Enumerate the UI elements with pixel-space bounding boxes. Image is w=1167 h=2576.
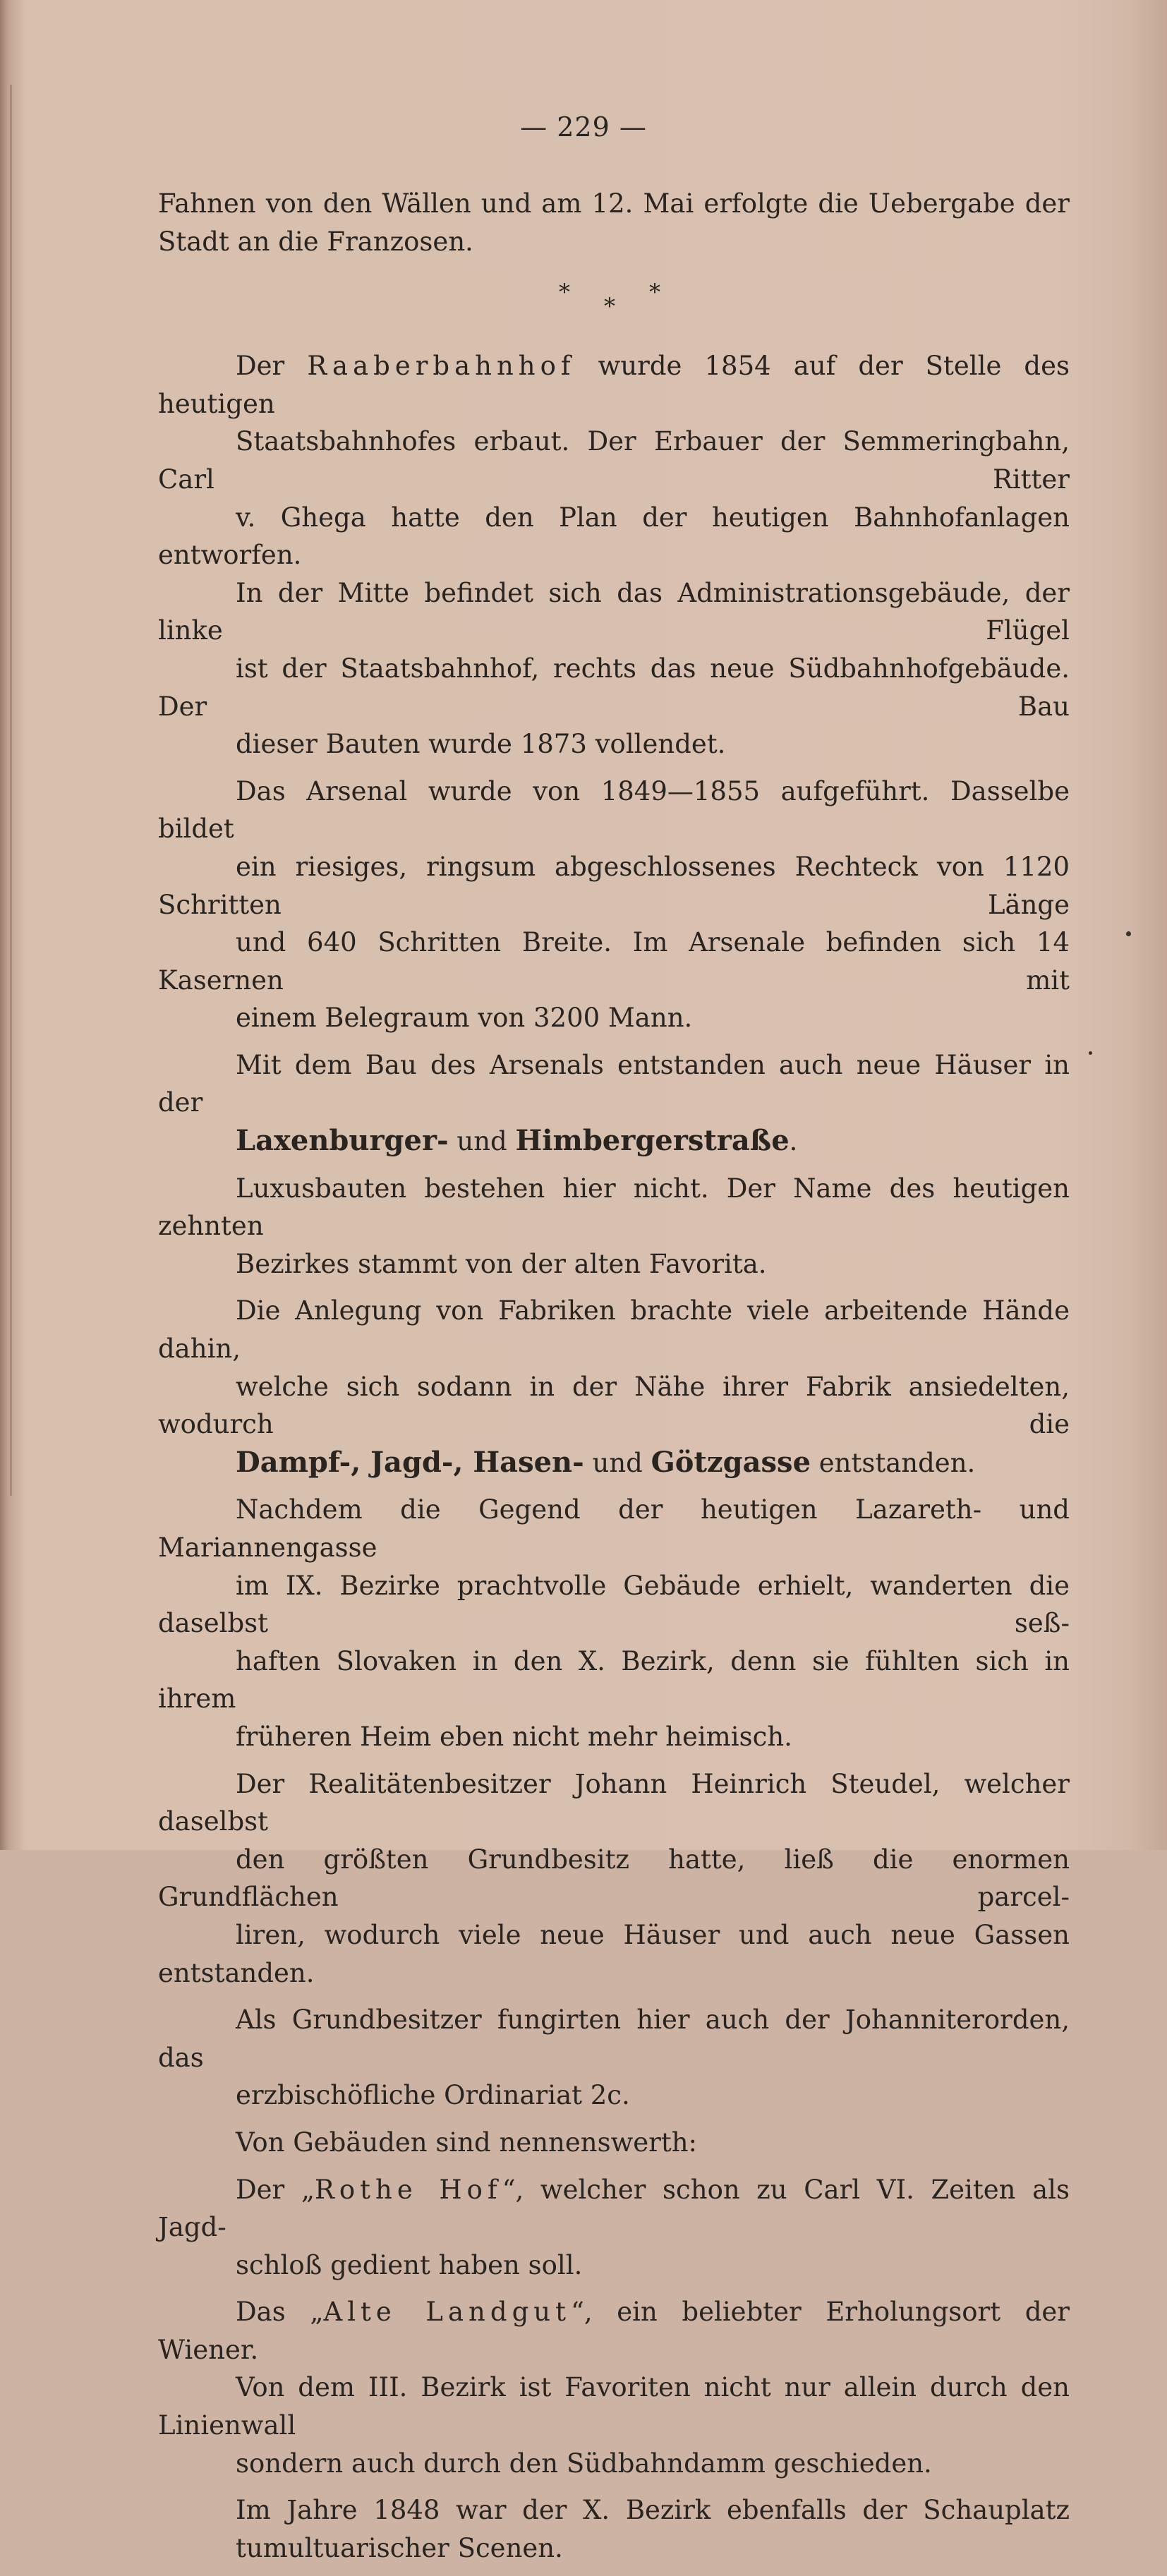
book-spine	[0, 0, 23, 1850]
emphasized-term: Rothe Hof	[315, 2174, 502, 2205]
text-run: und	[584, 1447, 651, 1478]
text-line: den größten Grundbesitz hatte, ließ die enormen Grundflächen parcel-	[158, 1844, 1070, 1913]
text-run: “, welcher schon zu Carl VI. Zeiten als Jagd-	[158, 2174, 1070, 2243]
text-run: Der „	[236, 2174, 315, 2205]
street-name: Dampf-, Jagd-, Hasen-	[236, 1445, 584, 1479]
text-run: entstanden.	[811, 1447, 976, 1478]
text-line: liren, wodurch viele neue Häuser und auch neue Gassen entstanden.	[158, 1919, 1070, 1988]
text-run: “, ein beliebter Erholungsort der Wiener.	[158, 2297, 1070, 2365]
ink-speck	[1126, 931, 1131, 936]
paragraph-1	[158, 185, 1070, 260]
text-run: Der	[236, 351, 308, 382]
text-line: im IX. Bezirke prachtvolle Gebäude erhielt, wanderten die daselbst seß-	[158, 1570, 1070, 1639]
paragraph-3	[158, 773, 1070, 1037]
street-name: Himbergerstraße	[515, 1124, 790, 1158]
paragraph-10	[158, 2124, 1070, 2162]
text-line: Luxusbauten bestehen hier nicht. Der Name des heutigen zehnten	[158, 1173, 1070, 1242]
text-line: Stadt an die Franzosen.	[158, 226, 473, 257]
text-line: Im Jahre 1848 war der X. Bezirk ebenfalls der Schauplatz	[236, 2495, 1070, 2526]
emphasized-term: Raaberbahnhof	[307, 351, 576, 382]
text-line	[158, 2293, 1070, 2369]
text-line: Der Realitätenbesitzer Johann Heinrich Steudel, welcher daselbst	[158, 1768, 1070, 1837]
text-run: .	[789, 1126, 798, 1157]
separator-star: *	[649, 279, 660, 306]
text-line: Von Gebäuden sind nennenswerth:	[236, 2127, 698, 2158]
text-line: Als Grundbesitzer fungirten hier auch der Johanniterorden, das	[158, 2004, 1070, 2073]
paragraph-11	[158, 2171, 1070, 2285]
ink-speck	[1089, 1051, 1092, 1055]
text-line: Mit dem Bau des Arsenals entstanden auch neue Häuser in der	[158, 1049, 1070, 1118]
text-line: Bezirkes stammt von der alten Favorita.	[236, 1248, 767, 1279]
page-text	[158, 185, 1070, 2576]
text-line: tumultuarischer Scenen.	[236, 2532, 563, 2563]
paragraph-6	[158, 1292, 1070, 1482]
text-line: sondern auch durch den Südbahndamm geschieden.	[236, 2448, 932, 2479]
paragraph-2	[158, 347, 1070, 763]
text-line: Das Arsenal wurde von 1849—1855 aufgeführt. Dasselbe bildet	[158, 775, 1070, 845]
separator-star: *	[559, 279, 570, 306]
spine-edge-line	[10, 85, 12, 1496]
separator-star: *	[604, 293, 615, 320]
street-name: Götzgasse	[651, 1445, 811, 1479]
page-number: — 229 —	[520, 111, 647, 143]
text-line: einem Belegraum von 3200 Mann.	[236, 1003, 693, 1034]
text-line	[158, 347, 1070, 423]
text-line: Die Anlegung von Fabriken brachte viele arbeitende Hände dahin,	[158, 1295, 1070, 1365]
section-separator	[158, 270, 1070, 347]
paragraph-4	[158, 1046, 1070, 1161]
text-line: dieser Bauten wurde 1873 vollendet.	[236, 729, 726, 760]
paragraph-9	[158, 2001, 1070, 2115]
text-line: welche sich sodann in der Nähe ihrer Fabrik ansiedelten, wodurch die	[158, 1371, 1070, 1440]
text-run: und	[448, 1126, 516, 1157]
paragraph-8	[158, 1765, 1070, 1993]
text-line: früheren Heim eben nicht mehr heimisch.	[236, 1721, 792, 1752]
text-line: In der Mitte befindet sich das Administrationsgebäude, der linke Flügel	[158, 577, 1070, 646]
text-line	[158, 1444, 1070, 1482]
paragraph-12	[158, 2293, 1070, 2482]
text-line: haften Slovaken in den X. Bezirk, denn sie fühlten sich in ihrem	[158, 1645, 1070, 1715]
text-line	[158, 1122, 1070, 1161]
text-line: Staatsbahnhofes erbaut. Der Erbauer der Semmeringbahn, Carl Ritter	[158, 426, 1070, 495]
text-line: ist der Staatsbahnhof, rechts das neue Südbahnhofgebäude. Der Bau	[158, 653, 1070, 722]
text-run: Das „	[236, 2297, 324, 2328]
paragraph-5	[158, 1170, 1070, 1283]
text-line: Nachdem die Gegend der heutigen Lazareth- und Mariannengasse	[158, 1494, 1070, 1563]
text-line: ein riesiges, ringsum abgeschlossenes Rechteck von 1120 Schritten Länge	[158, 851, 1070, 920]
emphasized-term: Alte Landgut	[323, 2297, 571, 2328]
text-line	[158, 2171, 1070, 2247]
text-line: Von dem III. Bezirk ist Favoriten nicht nur allein durch den Linienwall	[158, 2372, 1070, 2441]
paragraph-7	[158, 1491, 1070, 1755]
text-line: und 640 Schritten Breite. Im Arsenale befinden sich 14 Kasernen mit	[158, 927, 1070, 996]
text-line: v. Ghega hatte den Plan der heutigen Bahnhofanlagen entworfen.	[158, 502, 1070, 571]
street-name: Laxenburger-	[236, 1124, 449, 1158]
paragraph-13	[158, 2491, 1070, 2567]
text-line: erzbischöfliche Ordinariat 2c.	[236, 2080, 630, 2111]
text-line: Fahnen von den Wällen und am 12. Mai erfolgte die Uebergabe der	[158, 188, 1070, 219]
text-line: schloß gedient haben soll.	[236, 2249, 583, 2280]
text-run: wurde 1854 auf der Stelle des heutigen	[158, 351, 1070, 419]
